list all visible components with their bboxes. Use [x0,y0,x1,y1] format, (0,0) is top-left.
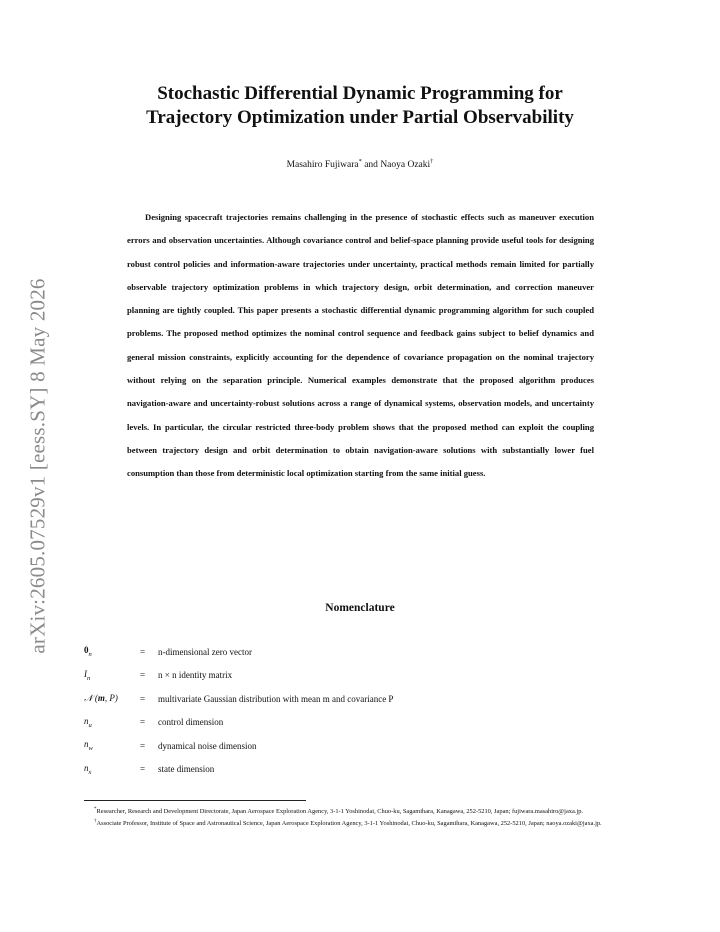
nomenclature-definition: multivariate Gaussian distribution with mean m and covariance P [158,693,394,704]
footnote-1 [84,805,637,817]
nomenclature-definition: state dimension [158,764,215,775]
author-line [80,158,640,170]
nomenclature-symbol: $n_x$ [84,762,92,776]
nomenclature-row [84,640,393,664]
nomenclature-row [84,687,393,711]
nomenclature-symbol: 𝒩 (m, P) [84,693,118,704]
author-joiner: and [361,160,381,171]
title-line-2: Trajectory Optimization under Partial Observability [146,107,574,128]
nomenclature-symbol: $0_n$ [84,645,92,659]
footnote-1-text: Researcher, Research and Development Directorate, Japan Aerospace Exploration Agency, 3-1-1 Yoshinodai, Chuo-ku, Sagamihara, Kanagawa, 252-5210, Japan; fujiwara.masahiro@jaxa.jp. [96,808,583,816]
nomenclature-equals: = [140,693,146,704]
nomenclature-row [84,664,393,688]
nomenclature-heading: Nomenclature [325,602,395,614]
footnotes [84,805,637,828]
title-line-1: Stochastic Differential Dynamic Programming for [157,83,563,104]
nomenclature-row [84,711,393,735]
footnote-2-mark: † [94,818,97,824]
nomenclature-definition: n × n identity matrix [158,670,233,681]
nomenclature-symbol: $n_w$ [84,739,93,753]
nomenclature-equals: = [140,670,146,681]
nomenclature-definition: dynamical noise dimension [158,740,257,751]
author-2-mark: † [430,158,434,165]
nomenclature-table [84,640,393,781]
footnote-1-mark: * [94,807,97,812]
footnote-rule [84,800,306,801]
nomenclature-definition: n-dimensional zero vector [158,646,252,657]
footnote-2 [84,817,637,829]
nomenclature-equals: = [140,646,146,657]
author-2: Naoya Ozaki [380,160,431,171]
nomenclature-symbol: $I_n$ [84,668,91,682]
nomenclature-equals: = [140,740,146,751]
arxiv-identifier: arXiv:2605.07529v1 [eess.SY] 8 May 2026 [25,278,50,654]
nomenclature-row [84,734,393,758]
nomenclature-symbol: $n_u$ [84,715,92,729]
nomenclature-equals: = [140,764,146,775]
footnote-2-text: Associate Professor, Institute of Space and Astronautical Science, Japan Aerospace Exploration Agency, 3-1-1 Yoshinodai, Chuo-ku, Sagamihara, Kanagawa, 252-5210, Japan; naoya.ozaki@jaxa.jp. [96,819,602,827]
nomenclature-row [84,758,393,782]
author-1-mark: * [358,158,362,165]
author-1: Masahiro Fujiwara [286,160,359,171]
nomenclature-equals: = [140,717,146,728]
abstract: Designing spacecraft trajectories remains challenging in the presence of stochastic effects such as maneuver execution errors and observation uncertainties. Although covariance control and belief-space planning provide useful tools for designing robust control policies and information-aware trajectories under uncertainty, practical methods remain limited for partially observable trajectory optimization problems in which trajectory design, orbit determination, and correction maneuver planning are tightly coupled. This paper presents a stochastic differential dynamic programming algorithm for such coupled problems. The proposed method optimizes the nominal control sequence and feedback gains subject to belief dynamics and general mission constraints, explicitly accounting for the dependence of covariance propagation on the nominal trajectory without relying on the separation principle. Numerical examples demonstrate that the proposed algorithm produces navigation-aware and uncertainty-robust solutions across a range of dynamical systems, observation models, and uncertainty levels. In particular, the circular restricted three-body problem shows that the proposed method can exploit the coupling between trajectory design and orbit determination to obtain navigation-aware solutions with substantially lower fuel consumption than those from deterministic local optimization starting from the same initial guess. [127,212,594,479]
paper-title [80,82,640,130]
nomenclature-definition: control dimension [158,717,224,728]
